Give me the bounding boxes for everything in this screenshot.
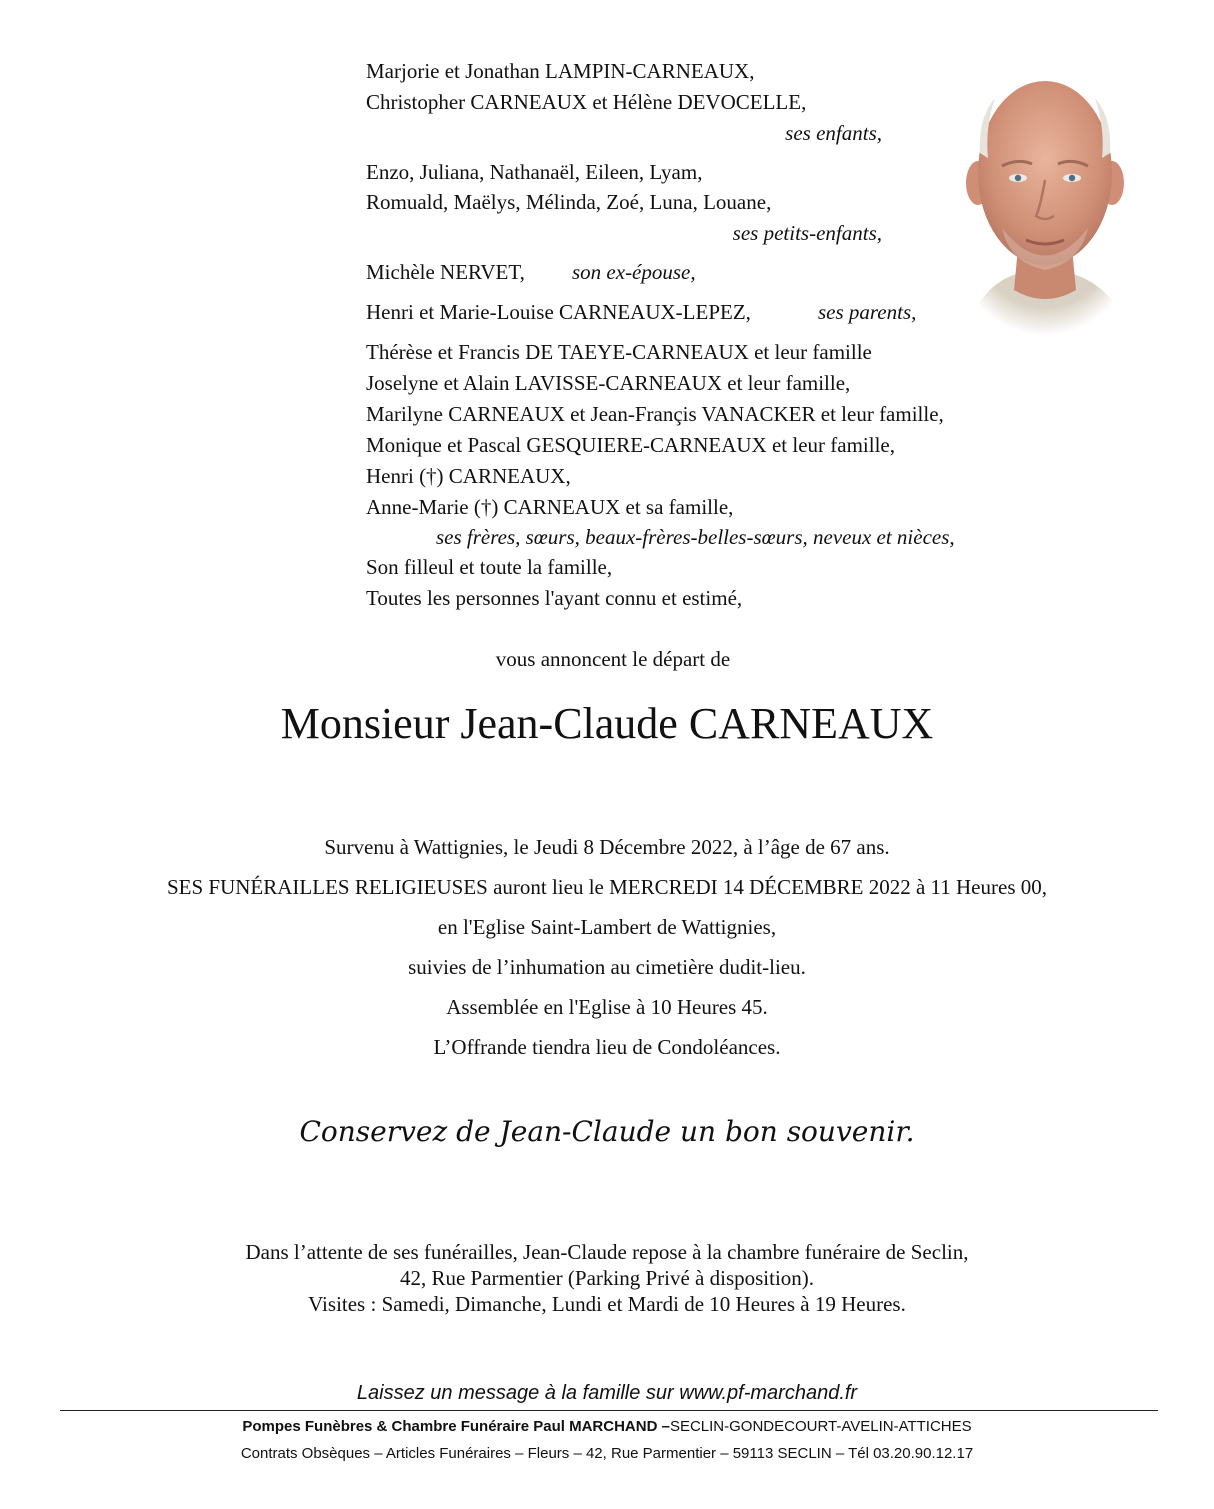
parents-role: ses parents, [818, 300, 917, 324]
footer-locations: SECLIN-GONDECOURT-AVELIN-ATTICHES [669, 1418, 972, 1435]
children-role: ses enfants, [785, 121, 882, 145]
visitation-line-1: Dans l’attente de ses funérailles, Jean-Claude repose à la chambre funéraire de Seclin, [245, 1240, 969, 1264]
grandchildren-line-2: Romuald, Maëlys, Mélinda, Zoé, Luna, Louane, [366, 190, 772, 214]
portrait-photo [940, 58, 1150, 336]
sibling-line-6: Anne-Marie (†) CARNEAUX et sa famille, [366, 495, 734, 519]
parents-name: Henri et Marie-Louise CARNEAUX-LEPEZ, [366, 300, 751, 324]
footer-company: Pompes Funèbres & Chambre Funéraire Paul MARCHAND – [242, 1418, 670, 1435]
grandchildren-line-1: Enzo, Juliana, Nathanaël, Eileen, Lyam, [366, 160, 703, 184]
footer-company-line [0, 1417, 1214, 1437]
sibling-line-2: Joselyne et Alain LAVISSE-CARNEAUX et leur famille, [366, 371, 851, 395]
sibling-line-4: Monique et Pascal GESQUIERE-CARNEAUX et leur famille, [366, 433, 895, 457]
message-line: Laissez un message à la famille sur www.pf-marchand.fr [356, 1382, 858, 1404]
motto: Conservez de Jean-Claude un bon souvenir. [299, 1115, 915, 1148]
visitation-line-3: Visites : Samedi, Dimanche, Lundi et Mardi de 10 Heures à 19 Heures. [308, 1292, 906, 1316]
detail-line-2: SES FUNÉRAILLES RELIGIEUSES auront lieu le MERCREDI 14 DÉCEMBRE 2022 à 11 Heures 00, [166, 875, 1047, 899]
children-line-1: Marjorie et Jonathan LAMPIN-CARNEAUX, [366, 59, 755, 83]
sibling-line-1: Thérèse et Francis DE TAEYE-CARNEAUX et leur famille [366, 340, 872, 364]
detail-line-5: Assemblée en l'Eglise à 10 Heures 45. [446, 995, 768, 1019]
siblings-role: ses frères, sœurs, beaux-frères-belles-sœurs, neveux et nièces, [436, 525, 955, 549]
footer-divider [60, 1410, 1158, 1411]
visitation-line-2: 42, Rue Parmentier (Parking Privé à disposition). [399, 1266, 815, 1290]
detail-line-1: Survenu à Wattignies, le Jeudi 8 Décembre 2022, à l’âge de 67 ans. [324, 835, 890, 859]
detail-line-6: L’Offrande tiendra lieu de Condoléances. [433, 1035, 781, 1059]
announce-text: vous annoncent le départ de [495, 647, 731, 671]
sibling-line-5: Henri (†) CARNEAUX, [366, 464, 571, 488]
children-line-2: Christopher CARNEAUX et Hélène DEVOCELLE, [366, 90, 807, 114]
deceased-name: Monsieur Jean-Claude CARNEAUX [280, 699, 934, 748]
footer-services: Contrats Obsèques – Articles Funéraires – Fleurs – 42, Rue Parmentier – 59113 SECLIN – Tél 03.20.90.12.17 [240, 1445, 974, 1462]
detail-line-3: en l'Eglise Saint-Lambert de Wattignies, [437, 915, 777, 939]
closing-line-2: Toutes les personnes l'ayant connu et estimé, [366, 586, 743, 610]
closing-line-1: Son filleul et toute la famille, [366, 555, 613, 579]
ex-spouse-name: Michèle NERVET, [366, 260, 525, 284]
sibling-line-3: Marilyne CARNEAUX et Jean-Françis VANACKER et leur famille, [366, 402, 944, 426]
grandchildren-role: ses petits-enfants, [732, 221, 882, 245]
detail-line-4: suivies de l’inhumation au cimetière dudit-lieu. [408, 955, 806, 979]
ex-spouse-role: son ex-épouse, [572, 260, 696, 284]
